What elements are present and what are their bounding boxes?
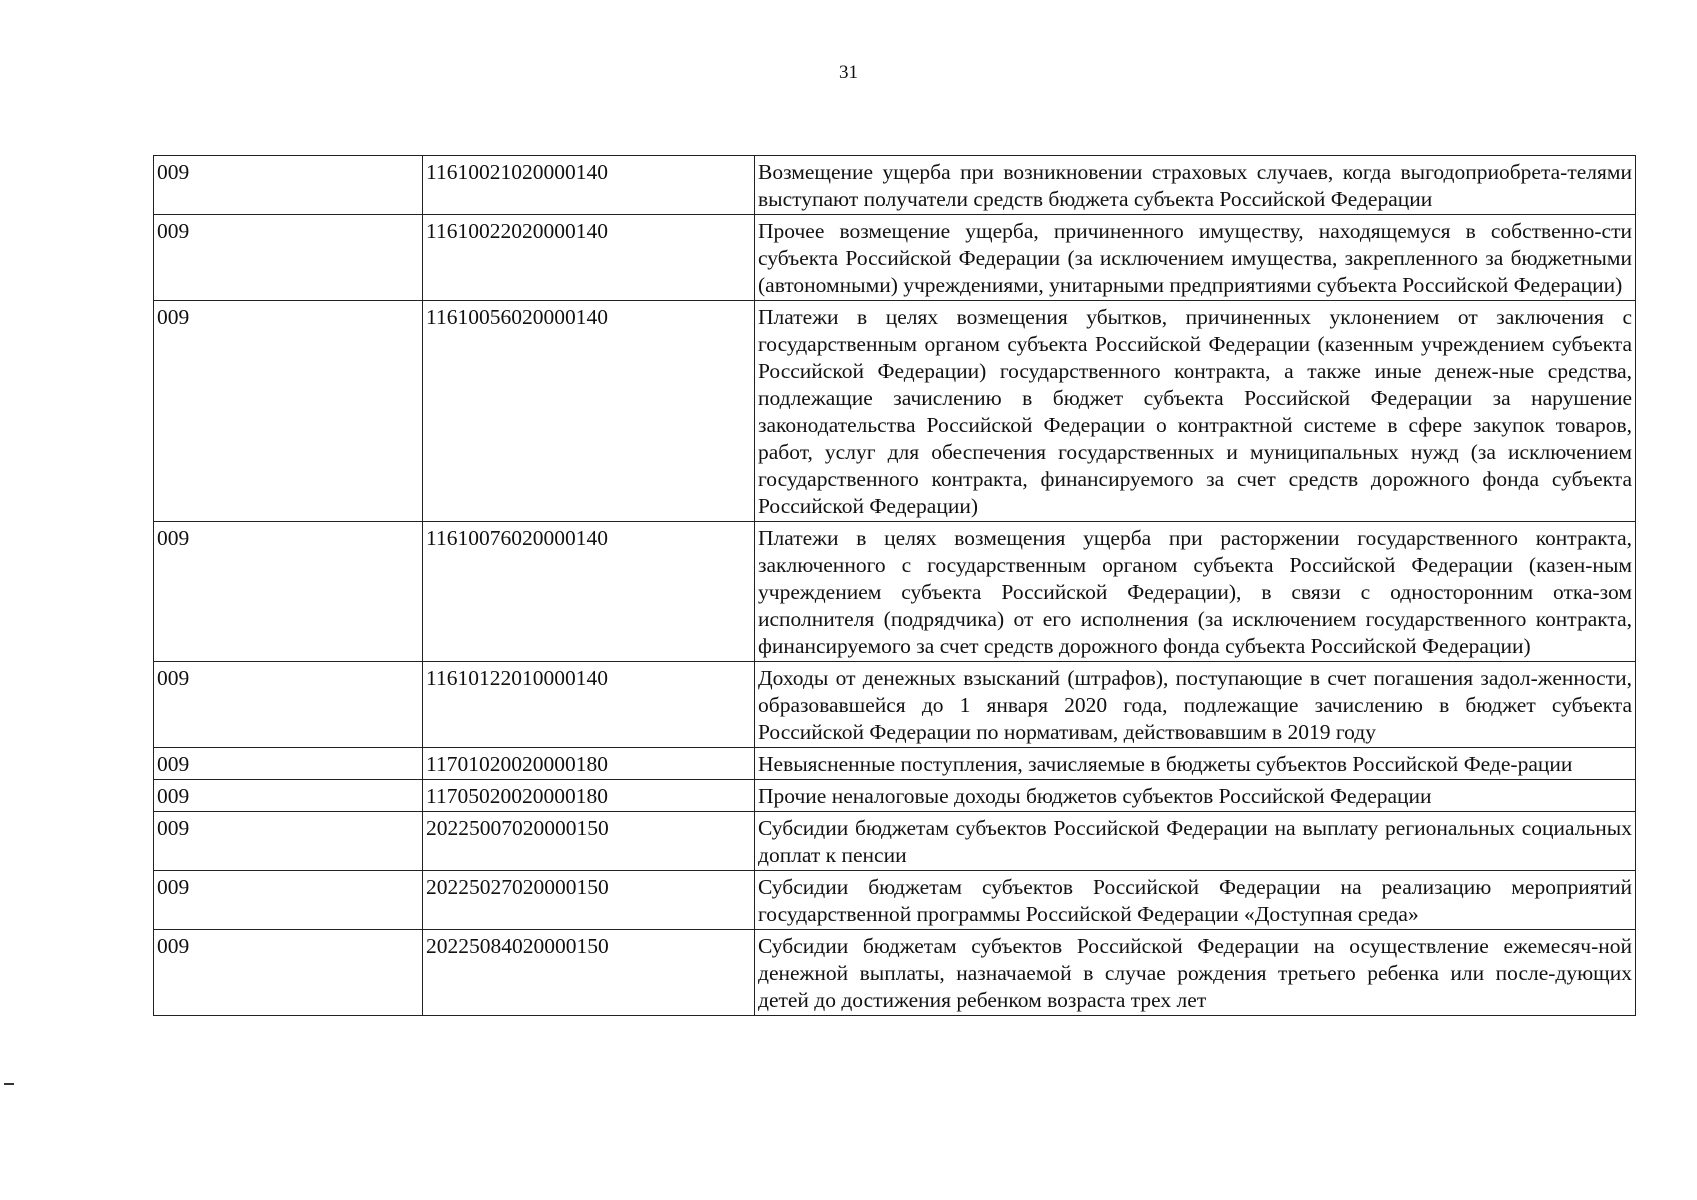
budget-code-cell: 11610056020000140 (423, 301, 755, 522)
table-row (154, 871, 1636, 930)
description-cell: Прочие неналоговые доходы бюджетов субъектов Российской Федерации (755, 780, 1636, 812)
table-row (154, 301, 1636, 522)
description-cell: Возмещение ущерба при возникновении страховых случаев, когда выгодоприобрета-телями выступают получатели средств бюджета субъекта Российской Федерации (755, 156, 1636, 215)
admin-code-cell: 009 (154, 156, 423, 215)
admin-code-cell: 009 (154, 522, 423, 662)
table-row (154, 215, 1636, 301)
budget-code-cell: 11610021020000140 (423, 156, 755, 215)
budget-code-cell: 11610022020000140 (423, 215, 755, 301)
admin-code-cell: 009 (154, 301, 423, 522)
table-row (154, 780, 1636, 812)
table-row (154, 930, 1636, 1016)
budget-code-cell: 20225027020000150 (423, 871, 755, 930)
budget-code-cell: 11705020020000180 (423, 780, 755, 812)
budget-code-cell: 20225007020000150 (423, 812, 755, 871)
admin-code-cell: 009 (154, 662, 423, 748)
table-row (154, 812, 1636, 871)
admin-code-cell: 009 (154, 812, 423, 871)
description-cell: Платежи в целях возмещения ущерба при расторжении государственного контракта, заключенного с государственным органом субъекта Российской Федерации (казен-ным учреждением субъекта Российской Федерации), в связи с односторонним отка-зом исполнителя (подрядчика) от его исполнения (за исключением государственного контракта, финансируемого за счет средств дорожного фонда субъекта Российской Федерации) (755, 522, 1636, 662)
description-cell: Прочее возмещение ущерба, причиненного имуществу, находящемуся в собственно-сти субъекта Российской Федерации (за исключением имущества, закрепленного за бюджетными (автономными) учреждениями, унитарными предприятиями субъекта Российской Федерации) (755, 215, 1636, 301)
table-row (154, 662, 1636, 748)
table-row (154, 522, 1636, 662)
budget-revenue-table (153, 155, 1636, 1016)
description-cell: Платежи в целях возмещения убытков, причиненных уклонением от заключения с государственным органом субъекта Российской Федерации (казенным учреждением субъекта Российской Федерации) государственного контракта, а также иные денеж-ные средства, подлежащие зачислению в бюджет субъекта Российской Федерации за нарушение законодательства Российской Федерации о контрактной системе в сфере закупок товаров, работ, услуг для обеспечения государственных и муниципальных нужд (за исключением государственного контракта, финансируемого за счет средств дорожного фонда субъекта Российской Федерации) (755, 301, 1636, 522)
description-cell: Доходы от денежных взысканий (штрафов), поступающие в счет погашения задол-женности, образовавшейся до 1 января 2020 года, подлежащие зачислению в бюджет субъекта Российской Федерации по нормативам, действовавшим в 2019 году (755, 662, 1636, 748)
description-cell: Субсидии бюджетам субъектов Российской Федерации на осуществление ежемесяч-ной денежной выплаты, назначаемой в случае рождения третьего ребенка или после-дующих детей до достижения ребенком возраста трех лет (755, 930, 1636, 1016)
description-cell: Субсидии бюджетам субъектов Российской Федерации на выплату региональных социальных доплат к пенсии (755, 812, 1636, 871)
description-cell: Субсидии бюджетам субъектов Российской Федерации на реализацию мероприятий государственной программы Российской Федерации «Доступная среда» (755, 871, 1636, 930)
admin-code-cell: 009 (154, 748, 423, 780)
page-number: 31 (839, 62, 858, 83)
budget-code-cell: 11610122010000140 (423, 662, 755, 748)
admin-code-cell: 009 (154, 780, 423, 812)
budget-code-cell: 11701020020000180 (423, 748, 755, 780)
admin-code-cell: 009 (154, 871, 423, 930)
table-row (154, 748, 1636, 780)
admin-code-cell: 009 (154, 215, 423, 301)
admin-code-cell: 009 (154, 930, 423, 1016)
margin-tick-mark (4, 1083, 14, 1085)
budget-code-cell: 20225084020000150 (423, 930, 755, 1016)
table-body (154, 156, 1636, 1016)
description-cell: Невыясненные поступления, зачисляемые в бюджеты субъектов Российской Феде-рации (755, 748, 1636, 780)
budget-code-cell: 11610076020000140 (423, 522, 755, 662)
table-row (154, 156, 1636, 215)
